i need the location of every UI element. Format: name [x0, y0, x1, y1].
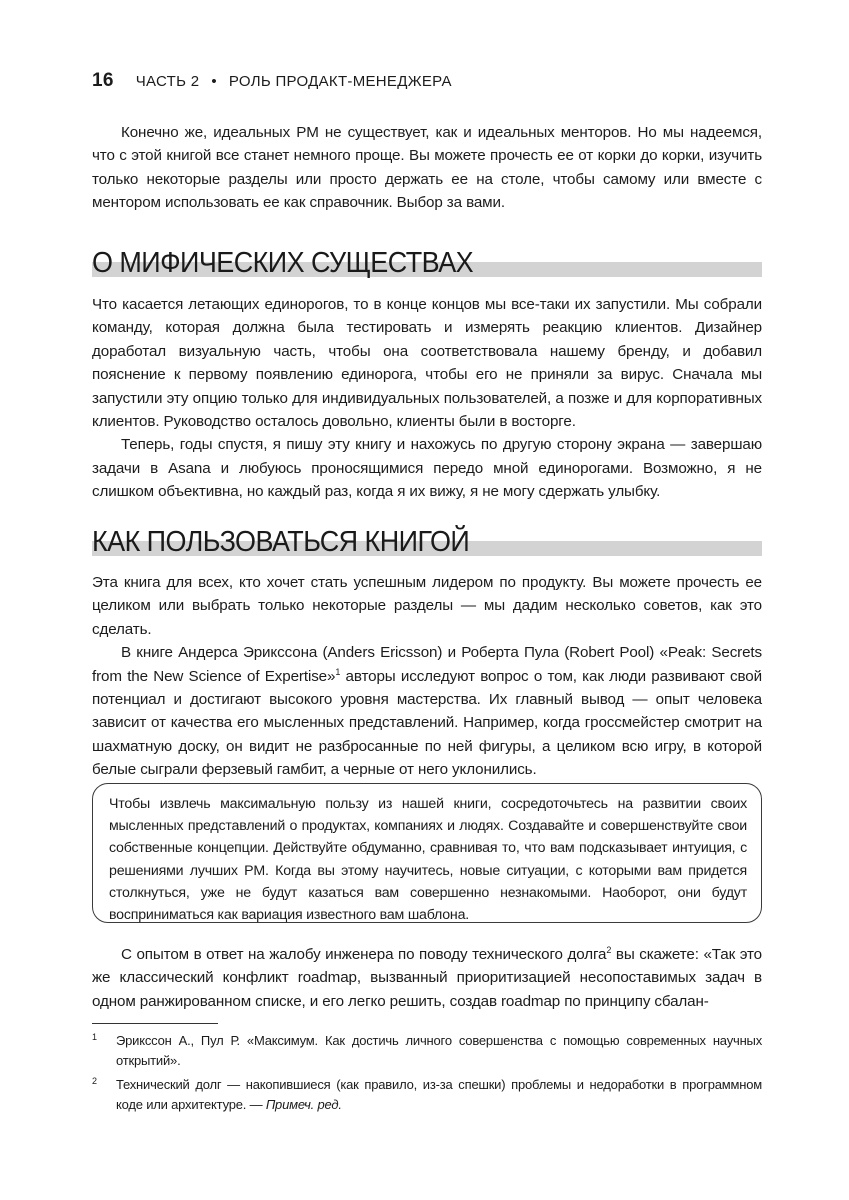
paragraph-text: вы скажете: «Так это же классический конфликт roadmap, вызванный приоритизацией несопоставимых задач в одном ранжированном списке, и его легко решить, создав roadmap по принципу сбалан- [92, 946, 762, 1010]
section-title: О МИФИЧЕСКИХ СУЩЕСТВАХ [92, 247, 474, 279]
header-separator: • [211, 73, 217, 90]
closing-paragraph [92, 943, 762, 1013]
footnote-divider [92, 1023, 218, 1024]
footnote-number: 2 [92, 1076, 97, 1086]
footnote-text: Технический долг — накопившиеся (как правило, из-за спешки) проблемы и недоработки в программном коде или архитектуре. [116, 1077, 762, 1112]
chapter-label: РОЛЬ ПРОДАКТ-МЕНЕДЖЕРА [228, 73, 452, 90]
paragraph-text: В книге Андерса Эрикссона (Anders Ericsson) и Роберта Пула (Robert Pool) «Peak: Secrets from the New Science of Expertise» [92, 644, 762, 685]
section1-paragraph-2: Теперь, годы спустя, я пишу эту книгу и нахожусь по другую сторону экрана — завершаю задачи в Asana и любуюсь проносящимися передо мной единорогами. Возможно, я не слишком объективна, но каждый раз, когда я их вижу, я не могу сдержать улыбку. [92, 436, 762, 501]
footnote-ref-1[interactable]: 1 [335, 666, 341, 677]
footnote-2 [92, 1075, 762, 1115]
part-label: ЧАСТЬ 2 [135, 73, 200, 90]
section-heading-mythical [92, 243, 762, 277]
footnote-text-block [116, 1075, 762, 1115]
tip-text: Чтобы извлечь максимальную пользу из нашей книги, сосредоточьтесь на развитии своих мысленных представлений о продуктах, компаниях и людях. Создавайте и совершенствуйте свои собственные концепции. Действуйте обдуманно, сравнивая то, что вам подсказывает интуиция, с решениями лучших PM. Когда вы этому научитесь, новые ситуации, с которыми вам придется столкнуться, уже не будут казаться вам совершенно незнакомыми. Наоборот, они будут восприниматься как вариация известного вам шаблона. [109, 796, 747, 924]
section2-paragraph-1: Эта книга для всех, кто хочет стать успешным лидером по продукту. Вы можете прочесть ее целиком или выбрать только некоторые разделы — мы дадим несколько советов, как это сделать. [92, 574, 762, 638]
intro-block [92, 121, 762, 215]
paragraph-text: авторы исследуют вопрос о том, как люди развивают свой потенциал и достигают высокого уровня мастерства. Их главный вывод — опыт человека зависит от качества его мысленных представлений. Например, когда гроссмейстер смотрит на шахматную доску, он видит не разбросанные по ней фигуры, а целиком всю игру, в которой белые сыграли ферзевый гамбит, а черные от него уклонились. [92, 667, 762, 779]
footnote-ref-2[interactable]: 2 [606, 944, 612, 955]
closing-body [92, 943, 762, 1013]
section1-paragraph-1: Что касается летающих единорогов, то в конце концов мы все-таки их запустили. Мы собрали команду, которая должна была тестировать и измерять реакцию клиентов. Дизайнер доработал визуальную часть, чтобы она соответствовала нашему бренду, и добавил пояснение к первому появлению единорога, чтобы его не приняли за вирус. Сначала мы запустили эту опцию только для индивидуальных пользователей, а позже и для корпоративных клиентов. Руководство осталось довольно, клиенты были в восторге. [92, 296, 762, 431]
paragraph-text: С опытом в ответ на жалобу инженера по поводу технического долга [121, 946, 607, 963]
footnote-number: 1 [92, 1032, 97, 1042]
footnote-text: Эрикссон А., Пул Р. «Максимум. Как достичь личного совершенства с помощью современных научных открытий». [116, 1033, 762, 1068]
section1-body [92, 293, 762, 504]
section2-body [92, 571, 762, 782]
intro-paragraph: Конечно же, идеальных PM не существует, как и идеальных менторов. Но мы надеемся, что с этой книгой все станет немного проще. Вы можете прочесть ее от корки до корки, изучить только некоторые разделы или просто держать ее на столе, чтобы самому или вместе с ментором использовать ее как справочник. Выбор за вами. [92, 124, 762, 212]
section2-paragraph-2 [92, 641, 762, 781]
page-number: 16 [92, 70, 114, 91]
section-title: КАК ПОЛЬЗОВАТЬСЯ КНИГОЙ [92, 526, 470, 558]
running-header [92, 70, 452, 92]
tip-box [92, 783, 762, 923]
section-heading-how-to-use [92, 522, 762, 556]
editor-note: — Примеч. ред. [249, 1097, 342, 1112]
footnote-1 [92, 1031, 762, 1071]
